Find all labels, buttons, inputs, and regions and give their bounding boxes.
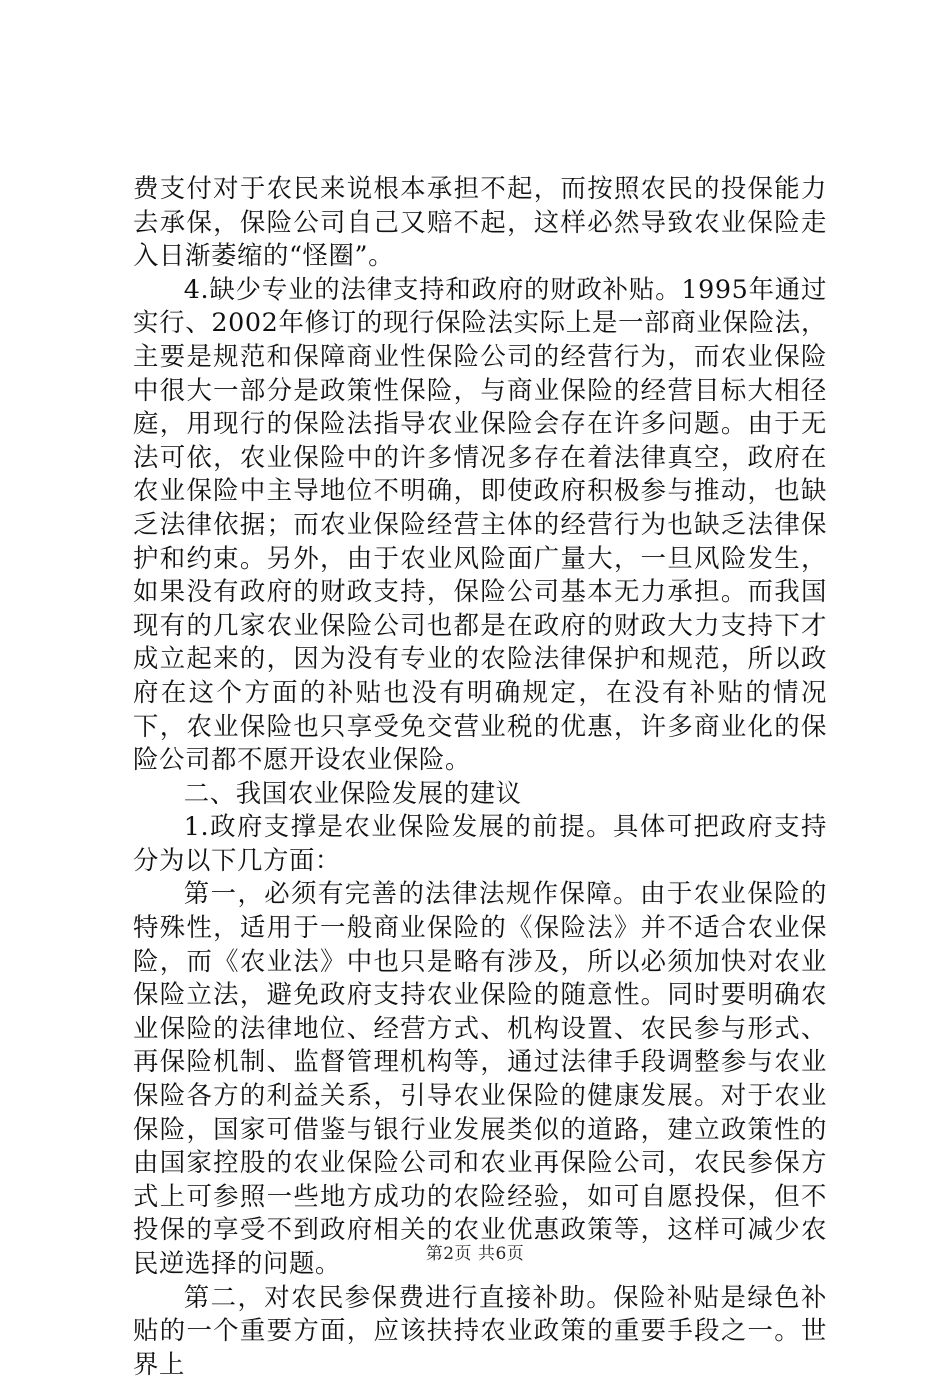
paragraph-first-legal: 第一，必须有完善的法律法规作保障。由于农业保险的特殊性，适用于一般商业保险的《保险法》并不适合农业保险，而《农业法》中也只是略有涉及，所以必须加快对农业保险立法，避免政府支持农业保险的随意性。同时要明确农业保险的法律地位、经营方式、机构设置、农民参与形式、再保险机制、监督管理机构等，通过法律手段调整参与农业保险各方的利益关系，引导农业保险的健康发展。对于农业保险，国家可借鉴与银行业发展类似的道路，建立政策性的由国家控股的农业保险公司和农业再保险公司，农民参保方式上可参照一些地方成功的农险经验，如可自愿投保，但不投保的享受不到政府相关的农业优惠政策等，这样可减少农民逆选择的问题。 <box>133 878 827 1278</box>
document-body <box>133 172 827 1381</box>
paragraph-point-4: 4.缺少专业的法律支持和政府的财政补贴。1995年通过实行、2002年修订的现行保险法实际上是一部商业保险法，主要是规范和保障商业性保险公司的经营行为，而农业保险中很大一部分是政策性保险，与商业保险的经营目标大相径庭，用现行的保险法指导农业保险会存在许多问题。由于无法可依，农业保险中的许多情况多存在着法律真空，政府在农业保险中主导地位不明确，即使政府积极参与推动，也缺乏法律依据；而农业保险经营主体的经营行为也缺乏法律保护和约束。另外，由于农业风险面广量大，一旦风险发生，如果没有政府的财政支持，保险公司基本无力承担。而我国现有的几家农业保险公司也都是在政府的财政大力支持下才成立起来的，因为没有专业的农险法律保护和规范，所以政府在这个方面的补贴也没有明确规定，在没有补贴的情况下，农业保险也只享受免交营业税的优惠，许多商业化的保险公司都不愿开设农业保险。 <box>133 273 827 775</box>
paragraph-continuation: 费支付对于农民来说根本承担不起，而按照农民的投保能力去承保，保险公司自己又赔不起，这样必然导致农业保险走入日渐萎缩的“怪圈”。 <box>133 173 827 271</box>
paragraph-point-1: 1.政府支撑是农业保险发展的前提。具体可把政府支持分为以下几方面： <box>133 811 827 875</box>
page-number-footer: 第2页 共6页 <box>425 1244 525 1264</box>
section-heading-suggestions: 二、我国农业保险发展的建议 <box>183 777 522 808</box>
paragraph-second-subsidy: 第二，对农民参保费进行直接补助。保险补贴是绿色补贴的一个重要方面，应该扶持农业政策的重要手段之一。世界上 <box>133 1281 827 1379</box>
